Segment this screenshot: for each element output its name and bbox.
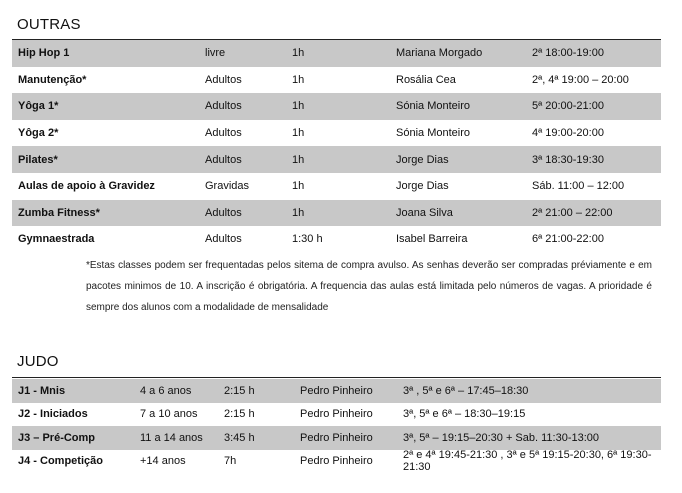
cell-name: Zumba Fitness*: [18, 206, 100, 219]
cell-teacher: Mariana Morgado: [396, 47, 483, 60]
table-row: [12, 200, 661, 227]
cell-age: Adultos: [205, 233, 242, 246]
cell-schedule: 2ª, 4ª 19:00 – 20:00: [532, 73, 629, 86]
cell-age: Adultos: [205, 73, 242, 86]
table-row: [12, 426, 661, 450]
cell-name: J3 – Pré-Comp: [18, 431, 96, 444]
cell-duration: 1h: [292, 127, 305, 140]
cell-teacher: Rosália Cea: [396, 73, 456, 86]
table-row: [12, 450, 661, 474]
cell-name: Yôga 2*: [18, 127, 59, 140]
cell-age: Adultos: [205, 100, 242, 113]
cell-teacher: Isabel Barreira: [396, 233, 468, 246]
cell-age: Adultos: [205, 206, 242, 219]
cell-duration: 1h: [292, 73, 305, 86]
cell-age: Adultos: [205, 153, 242, 166]
table-row: [12, 403, 661, 427]
cell-teacher: Pedro Pinheiro: [300, 384, 373, 397]
divider: [12, 377, 661, 378]
cell-schedule: 3ª, 5ª e 6ª – 18:30–19:15: [403, 408, 526, 421]
cell-age: 4 a 6 anos: [140, 384, 192, 397]
cell-duration: 1h: [292, 47, 305, 60]
table-row: [12, 120, 661, 147]
cell-schedule: 2ª e 4ª 19:45-21:30 , 3ª e 5ª 19:15-20:30, 6ª 19:30-21:30: [403, 449, 652, 474]
cell-teacher: Pedro Pinheiro: [300, 455, 373, 468]
cell-name: Manutenção*: [18, 73, 87, 86]
cell-age: 11 a 14 anos: [140, 431, 203, 444]
cell-teacher: Joana Silva: [396, 206, 453, 219]
cell-name: J4 - Competição: [18, 455, 103, 468]
cell-teacher: Jorge Dias: [396, 180, 449, 193]
cell-teacher: Pedro Pinheiro: [300, 408, 373, 421]
cell-duration: 1h: [292, 153, 305, 166]
table-row: [12, 379, 661, 403]
cell-teacher: Pedro Pinheiro: [300, 431, 373, 444]
cell-schedule: 6ª 21:00-22:00: [532, 233, 604, 246]
cell-duration: 1h: [292, 180, 305, 193]
cell-name: Gymnaestrada: [18, 233, 95, 246]
cell-name: Pilates*: [18, 153, 58, 166]
footnote: *Estas classes podem ser frequentadas pelos sitema de compra avulso. As senhas deverão ser compradas préviamente e em pacotes minimos de 10. A inscrição é obrigatória. A frequencia das aulas está limitada pelo números de vagas. A prioridade é sempre dos alunos com a modalidade de mensalidade: [86, 260, 652, 313]
cell-schedule: 5ª 20:00-21:00: [532, 100, 604, 113]
cell-name: Yôga 1*: [18, 100, 59, 113]
cell-age: 7 a 10 anos: [140, 408, 198, 421]
cell-schedule: 2ª 21:00 – 22:00: [532, 206, 613, 219]
cell-teacher: Jorge Dias: [396, 153, 449, 166]
cell-duration: 2:15 h: [224, 384, 255, 397]
cell-schedule: 2ª 18:00-19:00: [532, 47, 604, 60]
table-row: [12, 67, 661, 94]
cell-teacher: Sónia Monteiro: [396, 127, 470, 140]
table-row: [12, 40, 661, 67]
cell-age: +14 anos: [140, 455, 186, 468]
table-row: [12, 226, 661, 253]
cell-schedule: 4ª 19:00-20:00: [532, 127, 604, 140]
section-title-outras: OUTRAS: [17, 16, 81, 33]
cell-name: J1 - Mnis: [18, 384, 66, 397]
cell-schedule: Sáb. 11:00 – 12:00: [532, 180, 625, 193]
cell-name: J2 - Iniciados: [18, 408, 88, 421]
cell-schedule: 3ª, 5ª – 19:15–20:30 + Sab. 11:30-13:00: [403, 431, 600, 444]
cell-teacher: Sónia Monteiro: [396, 100, 470, 113]
cell-age: Adultos: [205, 127, 242, 140]
cell-duration: 2:15 h: [224, 408, 255, 421]
cell-duration: 1h: [292, 100, 305, 113]
cell-duration: 7h: [224, 455, 237, 468]
table-row: [12, 93, 661, 120]
cell-schedule: 3ª , 5ª e 6ª – 17:45–18:30: [403, 384, 529, 397]
table-row: [12, 173, 661, 200]
cell-duration: 1h: [292, 206, 305, 219]
cell-name: Aulas de apoio à Gravidez: [18, 180, 155, 193]
table-row: [12, 146, 661, 173]
cell-schedule: 3ª 18:30-19:30: [532, 153, 604, 166]
cell-age: livre: [205, 47, 226, 60]
cell-name: Hip Hop 1: [18, 47, 70, 60]
cell-age: Gravidas: [205, 180, 250, 193]
cell-duration: 1:30 h: [292, 233, 323, 246]
cell-duration: 3:45 h: [224, 431, 255, 444]
section-title-judo: JUDO: [17, 353, 59, 370]
